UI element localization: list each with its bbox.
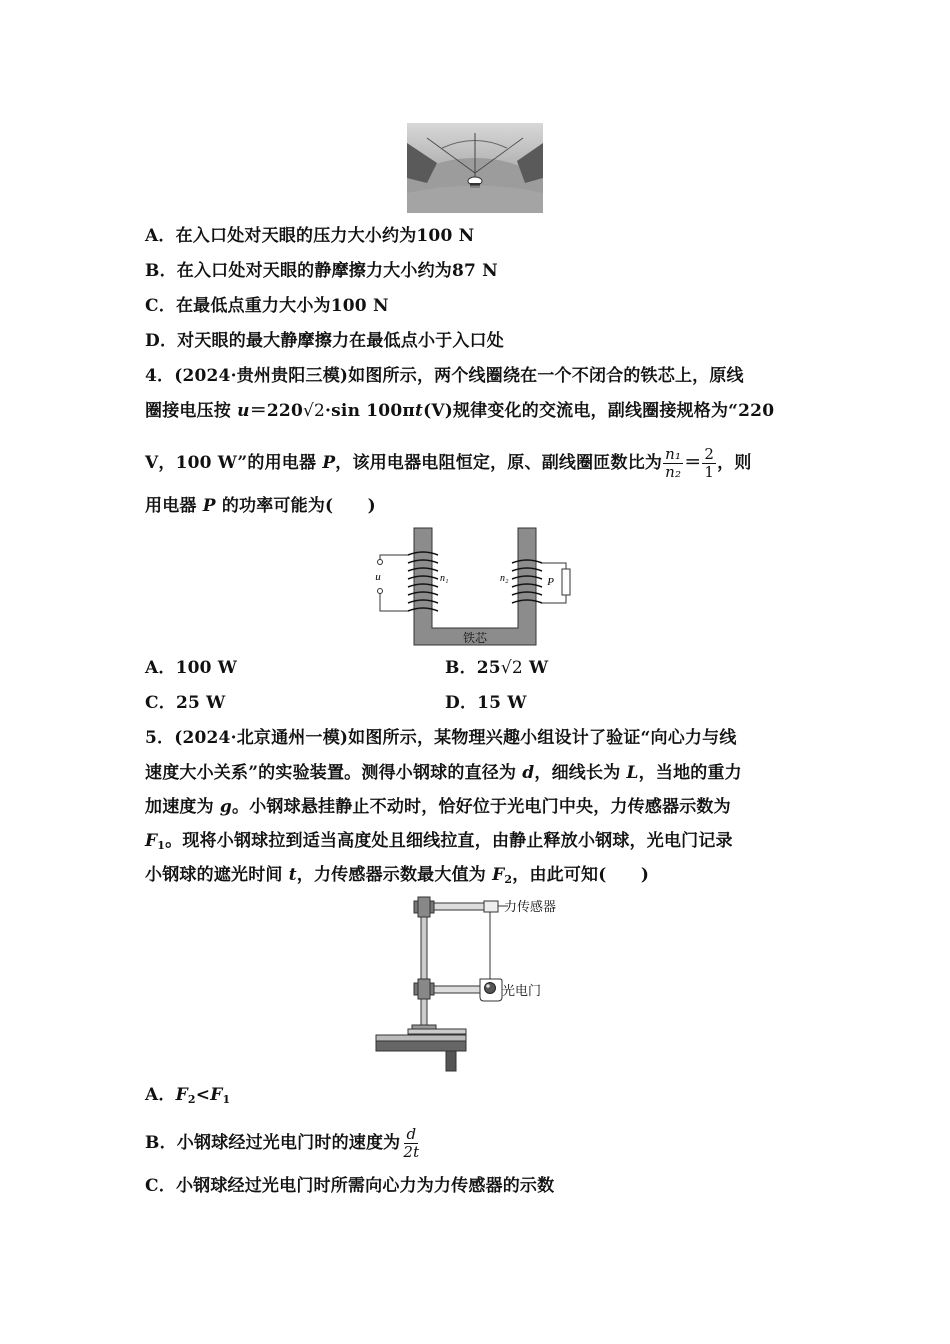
label-core: 铁芯 [462, 631, 488, 645]
subscript: 2 [504, 873, 513, 886]
option-text: 对天眼的最大静摩擦力在最低点小于入口处 [177, 331, 504, 351]
text: 。现将小钢球拉到适当高度处且细线拉直，由静止释放小钢球，光电门记录 [165, 831, 733, 851]
var-f: F [210, 1085, 223, 1105]
var-p: P [322, 453, 336, 473]
option-label: B． [145, 261, 177, 281]
frac-num: 2 [704, 445, 715, 463]
q4-option-a [145, 656, 237, 680]
subscript: 1 [222, 1093, 231, 1106]
subscript: 2 [187, 1093, 196, 1106]
option-text: 100 W [175, 658, 238, 678]
option-label: A． [145, 226, 176, 246]
text: 圈接电压按 [145, 401, 238, 421]
var-f: F [145, 831, 158, 851]
frac-num: d [406, 1125, 417, 1143]
q4-line-2 [145, 399, 774, 423]
option-text: W [522, 658, 549, 678]
option-text: 15 W [477, 693, 527, 713]
var-l: L [626, 763, 639, 783]
less-than: < [195, 1085, 211, 1105]
telescope-photo [407, 123, 543, 213]
q5-option-a [145, 1083, 230, 1112]
text: ，该用电器电阻恒定，原、副线圈匝数比为 [335, 453, 663, 473]
q3-option-d [145, 329, 504, 353]
q5-line-5 [145, 863, 649, 892]
var-d: d [522, 763, 535, 783]
frac-den: 2t [403, 1143, 420, 1161]
text: ，当地的重力 [638, 763, 742, 783]
text: 用电器 [145, 496, 203, 516]
subscript: 1 [157, 839, 166, 852]
label-force-sensor: 力传感器 [504, 900, 557, 915]
text: ，细线长为 [534, 763, 627, 783]
option-label: C． [145, 693, 176, 713]
option-text: 25 [476, 658, 501, 678]
text: V，100 W”的用电器 [145, 453, 323, 473]
text: ，则 [717, 453, 752, 473]
sqrt-symbol: √2 [500, 658, 523, 678]
frac-num: n₁ [665, 445, 682, 463]
option-text: 在入口处对天眼的静摩擦力大小约为87 N [176, 261, 498, 281]
text: 小钢球的遮光时间 [145, 865, 289, 885]
option-label: A． [145, 658, 176, 678]
q5-line-1: 5．(2024·北京通州一模)如图所示，某物理兴趣小组设计了验证“向心力与线 [145, 728, 737, 748]
option-label: B． [445, 658, 477, 678]
option-text: 在入口处对天眼的压力大小约为100 N [175, 226, 475, 246]
label-photogate: 光电门 [502, 984, 542, 999]
option-text: 25 W [175, 693, 226, 713]
q5-line-2 [145, 761, 742, 785]
q3-option-c [145, 294, 389, 318]
option-label: C． [145, 1176, 176, 1196]
q4-option-c [145, 691, 225, 715]
text: 加速度为 [145, 797, 220, 817]
transformer-diagram [372, 525, 582, 650]
q5-option-b [145, 1126, 422, 1161]
speed-fraction [401, 1126, 421, 1161]
option-label: D． [145, 331, 178, 351]
var-g: g [219, 797, 233, 817]
equals: ＝ [684, 453, 702, 473]
option-label: A． [145, 1085, 176, 1105]
option-label: C． [145, 296, 176, 316]
q5-option-c [145, 1174, 554, 1198]
sqrt-symbol: √2 [302, 401, 326, 421]
q4-option-d [445, 691, 527, 715]
option-text: 小钢球经过光电门时所需向心力为力传感器的示数 [175, 1176, 555, 1196]
text: ，力传感器示数最大值为 [296, 865, 493, 885]
text: ·sin 100π [325, 401, 416, 421]
label-p: P [547, 576, 554, 588]
label-n2: n₂ [500, 573, 509, 584]
var-f: F [175, 1085, 188, 1105]
text: 。小钢球悬挂静止不动时，恰好位于光电门中央，力传感器示数为 [232, 797, 731, 817]
q5-line-4 [145, 829, 733, 858]
apparatus-diagram [372, 895, 582, 1075]
text: ，由此可知( ) [512, 865, 650, 885]
ratio-value-fraction [702, 446, 716, 481]
var-t: t [415, 401, 424, 421]
q4-line-3 [145, 446, 752, 481]
q3-option-b [145, 259, 498, 283]
label-n1: n₁ [440, 573, 449, 584]
text: 的功率可能为( ) [215, 496, 376, 516]
option-label: D． [445, 693, 478, 713]
frac-den: n₂ [665, 463, 682, 481]
q4-option-b [445, 656, 548, 680]
var-t: t [288, 865, 297, 885]
label-u: u [375, 571, 381, 583]
q5-line-3 [145, 795, 731, 819]
text: ＝220 [249, 401, 303, 421]
text: 速度大小关系”的实验装置。测得小钢球的直径为 [145, 763, 523, 783]
option-text: 在最低点重力大小为100 N [175, 296, 389, 316]
turns-ratio-fraction [663, 446, 683, 481]
q4-line-1: 4．(2024·贵州贵阳三模)如图所示，两个线圈绕在一个不闭合的铁芯上，原线 [145, 366, 744, 386]
frac-den: 1 [704, 463, 715, 481]
q4-line-4 [145, 494, 376, 518]
var-f: F [492, 865, 505, 885]
option-text: 小钢球经过光电门时的速度为 [176, 1133, 401, 1153]
var-u: u [237, 401, 250, 421]
var-p: P [202, 496, 216, 516]
q3-option-a [145, 224, 474, 248]
option-label: B． [145, 1133, 177, 1153]
text: (V)规律变化的交流电，副线圈接规格为“220 [423, 401, 775, 421]
